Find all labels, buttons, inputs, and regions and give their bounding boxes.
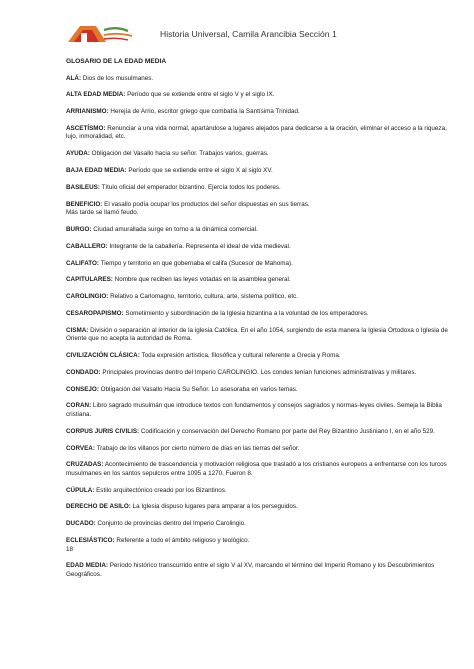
glossary-term: ALTA EDAD MEDIA:: [66, 91, 126, 99]
glossary-definition: Título oficial del emperador bizantino. Ejercía todos los poderes.: [99, 183, 281, 191]
glossary-entry: [66, 260, 456, 269]
glossary-entry: [66, 327, 456, 344]
glossary-entry: [66, 537, 456, 554]
glossary-definition: Libro sagrado musulmán que introduce textos con fundamentos y consejos sagrados y normas-leyes civiles. Semeja la Biblia cristiana.: [66, 402, 442, 418]
glossary-definition: Nombre que reciben las leyes votadas en la asamblea general.: [112, 276, 291, 284]
glossary-entry: [66, 167, 456, 176]
glossary-definition: Sometimiento y subordinación de la Iglesia bizantina a la voluntad de los emperadores.: [123, 309, 369, 317]
page-number: 18: [66, 545, 74, 553]
glossary-entry: [66, 562, 456, 579]
glossary-term: CRUZADAS:: [66, 461, 104, 469]
glossary-definition: División o separación al interior de la iglesia Católica. En el año 1054, surgiendo de esta manera la Iglesia Ortodoxa o Iglesia de Oriente que no acepta la autoridad de Roma.: [66, 326, 448, 343]
glossary-term: CAPITULARES:: [66, 276, 113, 284]
glossary-term: CIVILIZACIÓN CLÁSICA:: [66, 352, 140, 359]
glossary-entry: [66, 352, 456, 361]
glossary-entry: [66, 520, 456, 529]
glossary-entry: [66, 243, 456, 252]
glossary-term: CÚPULA:: [66, 486, 95, 494]
glossary-definition: Renunciar a una vida normal, apartándose a lugares alejados para dedicarse a la oración, eliminar el acceso a la riqueza, lujo, inmoralidad, etc.: [66, 124, 447, 141]
document-body: [66, 58, 456, 588]
glossary-definition: Período que se extiende entre el siglo X al siglo XV.: [126, 167, 273, 174]
glossary-entry: [66, 402, 456, 419]
glossary-term: DUCADO:: [66, 520, 96, 528]
glossary-entry: [66, 428, 456, 437]
glossary-entry: [66, 487, 456, 496]
glossary-entry: [66, 75, 456, 84]
glossary-definition: Tiempo y territorio en que gobernaba el califa (Sucesor de Mahoma).: [99, 259, 293, 267]
glossary-term: EDAD MEDIA:: [66, 562, 108, 570]
glossary-term: BENEFICIO:: [66, 200, 103, 208]
glossary-entry: [66, 125, 456, 142]
glossary-term: ALÁ:: [66, 74, 82, 82]
school-logo: [66, 22, 136, 46]
glossary-definition: Referente a todo el ámbito religioso y teológico.: [114, 537, 250, 544]
glossary-entry: [66, 201, 456, 218]
glossary-term: BAJA EDAD MEDIA:: [66, 167, 127, 174]
glossary-term: CESAROPAPISMO:: [66, 309, 124, 317]
glossary-entry: [66, 369, 456, 378]
glossary-entry: [66, 310, 456, 319]
glossary-definition: Obligación del Vasallo Hacia Su Señor. Lo asesoraba en varios temas.: [98, 385, 298, 393]
glossary-entry: [66, 461, 456, 478]
glossary-term: BASILEUS:: [66, 183, 100, 191]
glossary-definition: Herejía de Arrio, escritor griego que combatía la Santísima Trinidad.: [108, 108, 300, 116]
glossary-term: BURGO:: [66, 225, 92, 233]
glossary-definition: Acontecimiento de trascendencia y motivación religiosa que trasladó a los cristianos europeos a enfrentarse con los turcos musulmanes en los santos sepulcros entre 1095 a 1270. Fueron 8.: [66, 461, 447, 477]
glossary-definition: Codificación y conservación del Derecho Romano por parte del Rey Bizantino Justiniano I, en el año 529.: [139, 427, 435, 435]
glossary-entry: [66, 445, 456, 454]
glossary-definition: Período histórico transcurrido entre el siglo V al XV, marcando el término del Imperio Romano y los Descubrimientos Geográficos.: [66, 562, 435, 578]
glossary-definition: Integrante de la caballería. Representa el ideal de vida medieval.: [107, 242, 291, 250]
glossary-term: CAROLINGIO:: [66, 293, 109, 301]
glossary-definition: Toda expresión artística, filosófica y cultural referente a Grecia y Roma.: [139, 352, 341, 359]
glossary-term: CONSEJO:: [66, 385, 99, 393]
glossary-term: AYUDA:: [66, 150, 90, 158]
glossary-term: CONDADO:: [66, 368, 101, 376]
glossary-definition: Obligación del Vasallo hacia su señor. Trabajos varios, guerras.: [89, 150, 269, 158]
glossary-definition-continued: Más tarde se llamó feudo.: [66, 209, 139, 217]
glossary-definition: Período que se extiende entre el siglo V y el siglo IX.: [125, 91, 275, 99]
glossary-definition: Principales provincias dentro del Imperio CAROLINGIO. Los condes tenían funciones administrativas y militares.: [100, 368, 417, 376]
glossary-definition: Trabajo de los villanos por cierto número de días en las tierras del señor.: [94, 444, 300, 452]
glossary-term: CALIFATO:: [66, 259, 99, 267]
glossary-definition: Relativo a Carlomagno, territorio, cultura, arte, sistema político, etc.: [108, 293, 299, 301]
header-title: Historia Universal, Camila Arancibia Sección 1: [160, 29, 337, 39]
glossary-entry: [66, 276, 456, 285]
glossary-term: ARRIANISMO:: [66, 108, 109, 116]
glossary-definition: Estilo arquitectónico creado por los Bizantinos.: [94, 486, 227, 494]
glossary-term: ASCETÍSMO:: [66, 124, 106, 132]
glossary-entry: [66, 184, 456, 193]
glossary-term: CORVEA:: [66, 444, 95, 452]
document-title: GLOSARIO DE LA EDAD MEDIA: [66, 58, 167, 65]
glossary-term: CORPUS JURIS CIVILIS:: [66, 427, 140, 435]
glossary-definition: Ciudad amurallada surge en torno a la dinámica comercial.: [91, 225, 258, 233]
glossary-term: CORAN:: [66, 402, 92, 410]
glossary-entry: [66, 108, 456, 117]
glossary-entry: [66, 150, 456, 159]
glossary-definition: Conjunto de provincias dentro del Imperio Carolingio.: [95, 520, 246, 528]
glossary-term: DERECHO DE ASILO:: [66, 503, 131, 511]
glossary-definition: El vasallo podía ocupar los productos del señor dispuestas en sus tierras.: [102, 200, 310, 208]
glossary-entry: [66, 503, 456, 512]
glossary-term: CABALLERO:: [66, 242, 108, 250]
glossary-list: [66, 75, 456, 580]
glossary-entry: [66, 91, 456, 100]
glossary-entry: [66, 293, 456, 302]
glossary-entry: [66, 386, 456, 395]
glossary-term: CISMA:: [66, 326, 89, 334]
glossary-definition: La Iglesia dispuso lugares para amparar a los perseguidos.: [130, 503, 298, 511]
glossary-entry: [66, 226, 456, 235]
glossary-definition: Dios de los musulmanes.: [81, 74, 154, 82]
glossary-term: ECLESIÁSTICO:: [66, 537, 115, 544]
